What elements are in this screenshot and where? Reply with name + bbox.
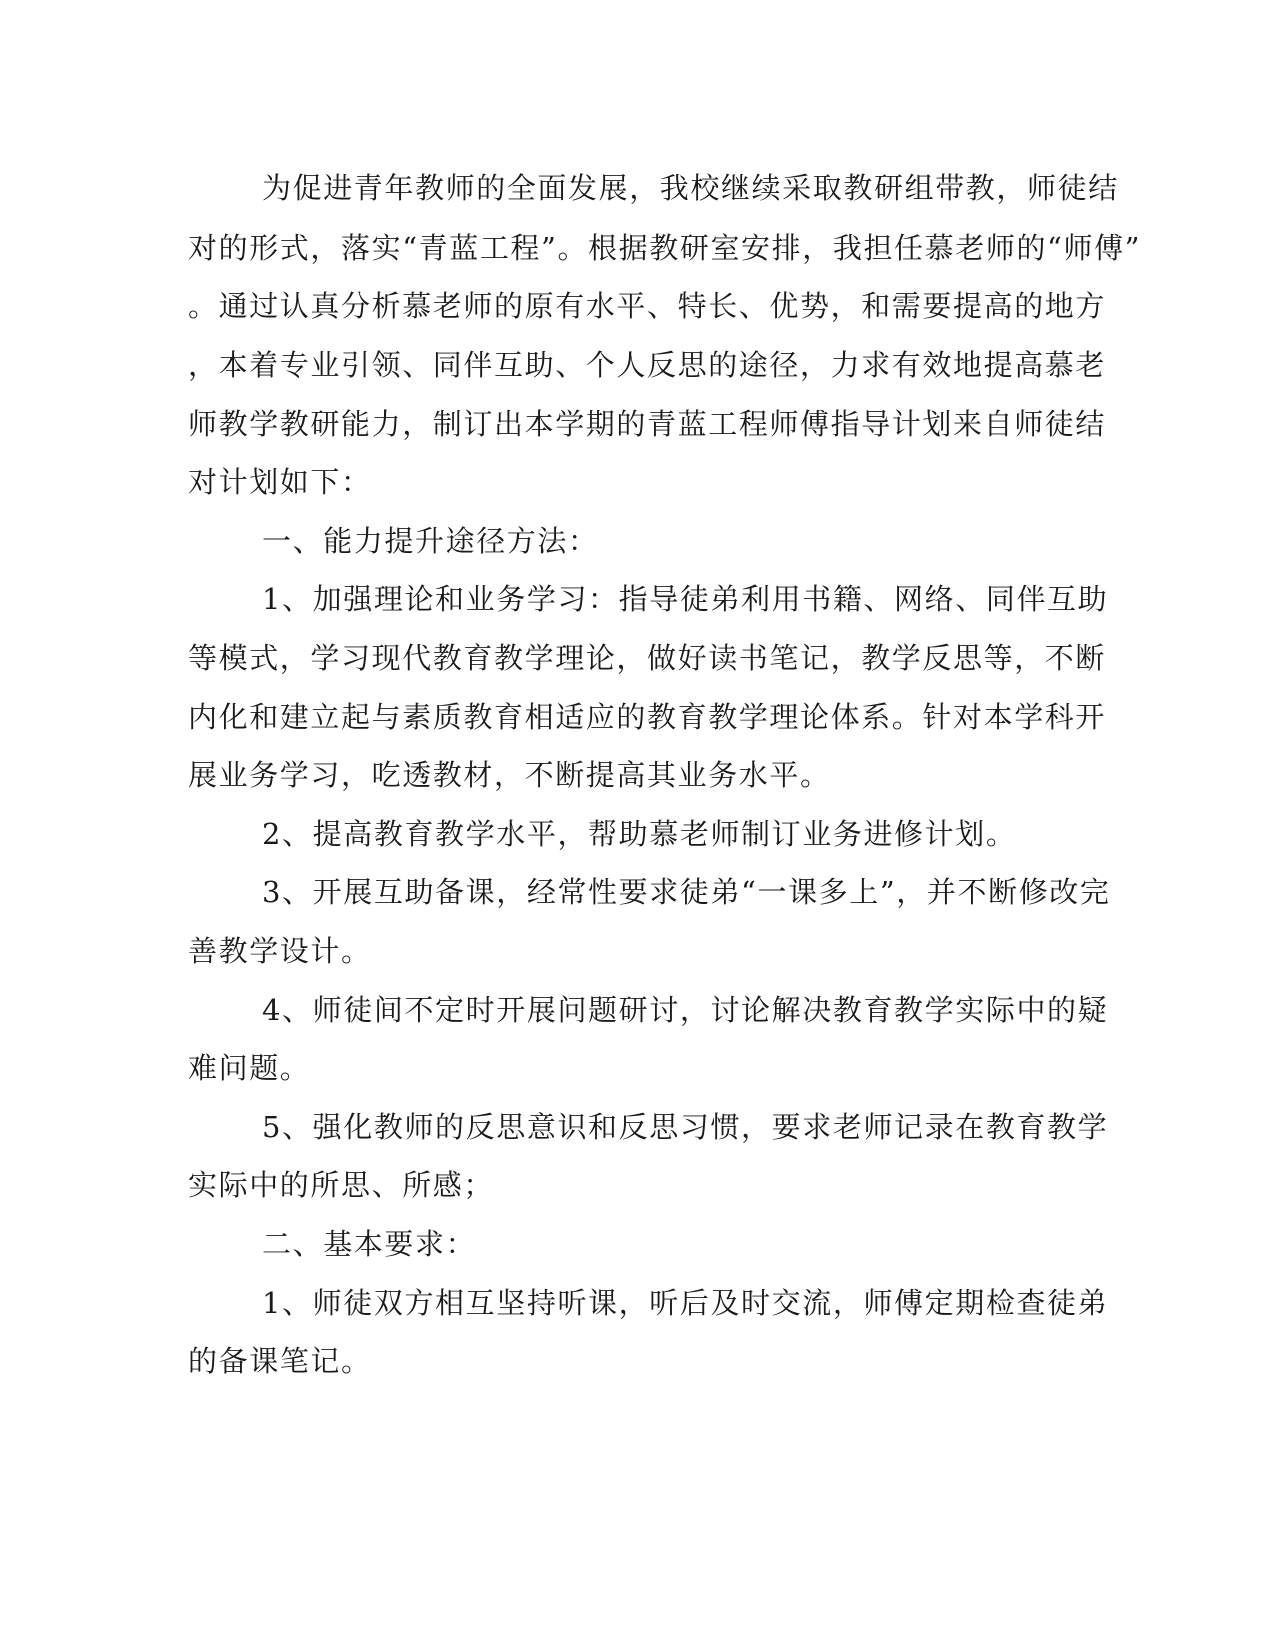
item-1-line-3: 内化和建立起与素质教育相适应的教育教学理论体系。针对本学科开 (188, 700, 1107, 734)
req-1-line-2: 的备课笔记。 (188, 1344, 372, 1378)
paragraph-intro-line-3: 。通过认真分析慕老师的原有水平、特长、优势，和需要提高的地方 (188, 289, 1107, 323)
item-4-line-2: 难问题。 (188, 1051, 311, 1085)
paragraph-intro-line-4: ，本着专业引领、同伴互助、个人反思的途径，力求有效地提高慕老 (188, 348, 1107, 382)
item-3-line-1: 3、开展互助备课，经常性要求徒弟“一课多上”，并不断修改完 (262, 875, 1111, 909)
paragraph-intro-line-6: 对计划如下： (188, 465, 372, 499)
req-1-line-1: 1、师徒双方相互坚持听课，听后及时交流，师傅定期检查徒弟 (262, 1286, 1109, 1320)
item-1-line-2: 等模式，学习现代教育教学理论，做好读书笔记，教学反思等，不断 (188, 641, 1107, 675)
item-5-line-1: 5、强化教师的反思意识和反思习惯，要求老师记录在教育教学 (262, 1110, 1109, 1144)
item-3-line-2: 善教学设计。 (188, 934, 372, 968)
item-1-line-4: 展业务学习，吃透教材，不断提高其业务水平。 (188, 758, 831, 792)
paragraph-intro-line-1: 为促进青年教师的全面发展，我校继续采取教研组带教，师徒结 (262, 171, 1119, 205)
item-4-line-1: 4、师徒间不定时开展问题研讨，讨论解决教育教学实际中的疑 (262, 993, 1109, 1027)
section-heading-1: 一、能力提升途径方法： (262, 524, 599, 558)
item-5-line-2: 实际中的所思、所感； (188, 1168, 495, 1202)
item-1-line-1: 1、加强理论和业务学习：指导徒弟利用书籍、网络、同伴互助 (262, 582, 1109, 616)
item-2-line-1: 2、提高教育教学水平，帮助慕老师制订业务进修计划。 (262, 817, 1017, 851)
paragraph-intro-line-5: 师教学教研能力，制订出本学期的青蓝工程师傅指导计划来自师徒结 (188, 407, 1107, 441)
section-heading-2: 二、基本要求： (262, 1227, 477, 1261)
paragraph-intro-line-2: 对的形式，落实“青蓝工程”。根据教研室安排，我担任慕老师的“师傅” (188, 231, 1142, 265)
